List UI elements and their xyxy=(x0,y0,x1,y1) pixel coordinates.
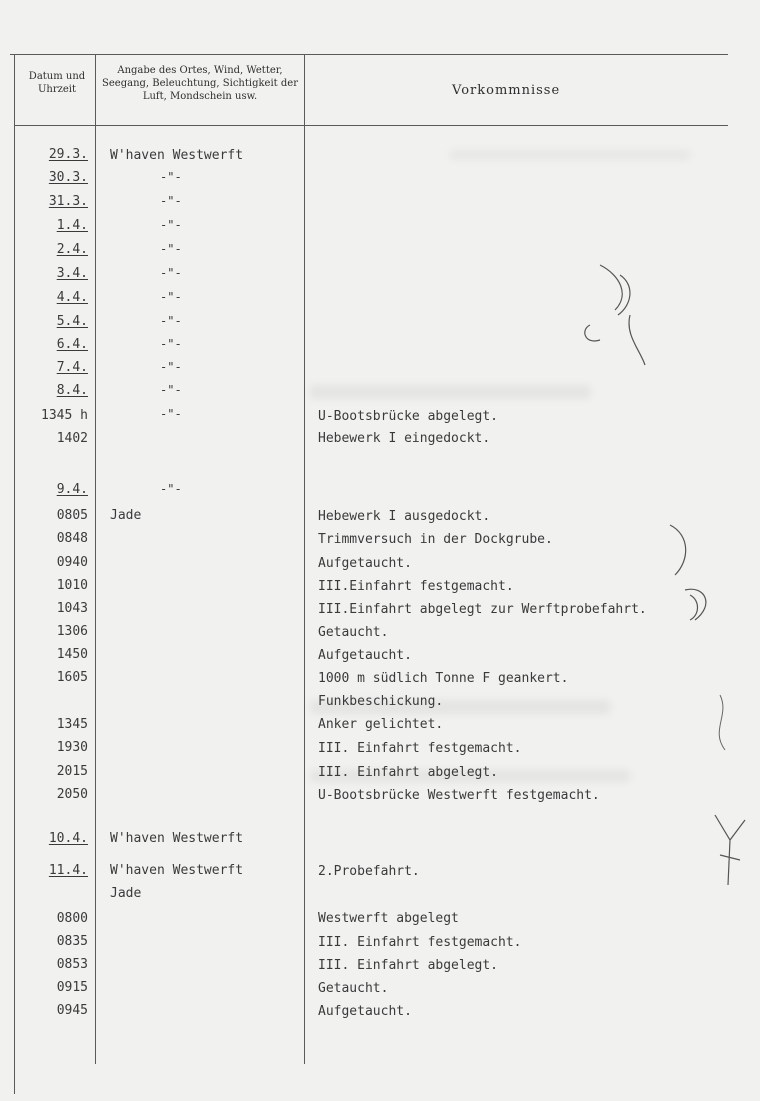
row-event: Aufgetaucht. xyxy=(318,1004,412,1019)
row-event: III. Einfahrt abgelegt. xyxy=(318,958,499,973)
scan-smudge xyxy=(310,385,590,399)
row-time: 1345 h xyxy=(41,408,88,423)
row-ditto: -"- xyxy=(160,383,182,397)
row-time: 2015 xyxy=(56,764,88,779)
row-event: Aufgetaucht. xyxy=(318,556,412,571)
row-event: Funkbeschickung. xyxy=(318,694,444,709)
row-ditto: -"- xyxy=(160,266,182,280)
row-event: Anker gelichtet. xyxy=(318,717,444,732)
row-event: Getaucht. xyxy=(318,981,389,996)
header-datum: Datum und Uhrzeit xyxy=(28,71,86,95)
header-top-rule xyxy=(10,54,728,55)
row-date: 29.3. xyxy=(48,147,88,162)
row-time: 0945 xyxy=(56,1003,88,1018)
row-ditto: -"- xyxy=(160,482,182,496)
row-time: 0835 xyxy=(56,934,88,949)
pencil-scribble xyxy=(700,690,750,760)
row-ditto: -"- xyxy=(160,314,182,328)
row-event: III. Einfahrt festgemacht. xyxy=(318,741,522,756)
row-time: 0800 xyxy=(56,911,88,926)
row-ditto: -"- xyxy=(160,242,182,256)
row-time: 0940 xyxy=(56,555,88,570)
row-place: Jade xyxy=(110,886,142,901)
row-event: III.Einfahrt abgelegt zur Werftprobefahrt. xyxy=(318,602,647,617)
row-time: 1306 xyxy=(56,624,88,639)
row-date: 31.3. xyxy=(48,194,88,209)
row-date: 10.4. xyxy=(48,831,88,846)
row-ditto: -"- xyxy=(160,290,182,304)
row-date: 5.4. xyxy=(56,314,88,329)
row-ditto: -"- xyxy=(160,218,182,232)
row-time: 1402 xyxy=(56,431,88,446)
row-ditto: -"- xyxy=(160,194,182,208)
scan-smudge xyxy=(450,150,690,160)
row-time: 1345 xyxy=(56,717,88,732)
row-event: Trimmversuch in der Dockgrube. xyxy=(318,532,553,547)
row-event: U-Bootsbrücke abgelegt. xyxy=(318,409,499,424)
row-place: W'haven Westwerft xyxy=(110,863,244,878)
row-event: Westwerft abgelegt xyxy=(318,911,459,926)
row-date: 4.4. xyxy=(56,290,88,305)
row-event: 2.Probefahrt. xyxy=(318,864,420,879)
row-date: 2.4. xyxy=(56,242,88,257)
row-time: 1930 xyxy=(56,740,88,755)
row-date: 7.4. xyxy=(56,360,88,375)
column-divider-2 xyxy=(304,54,305,1064)
pencil-scribble xyxy=(660,520,720,580)
row-date: 30.3. xyxy=(48,170,88,185)
row-place: W'haven Westwerft xyxy=(110,831,244,846)
header-vorkommnisse: Vorkommnisse xyxy=(452,83,561,98)
pencil-scribble xyxy=(700,800,760,900)
left-border xyxy=(14,54,15,1094)
pencil-scribble xyxy=(560,255,670,375)
row-date: 9.4. xyxy=(56,482,88,497)
row-ditto: -"- xyxy=(160,407,182,421)
row-event: Aufgetaucht. xyxy=(318,648,412,663)
row-date: 11.4. xyxy=(48,863,88,878)
row-event: III.Einfahrt festgemacht. xyxy=(318,579,514,594)
row-time: 1043 xyxy=(56,601,88,616)
row-time: 0853 xyxy=(56,957,88,972)
row-date: 8.4. xyxy=(56,383,88,398)
header-bottom-rule xyxy=(14,125,728,126)
row-event: III. Einfahrt festgemacht. xyxy=(318,935,522,950)
row-place: Jade xyxy=(110,508,142,523)
header-ort: Angabe des Ortes, Wind, Wetter, Seegang, Beleuchtung, Sichtigkeit der Luft, Mondschein usw. xyxy=(102,65,298,102)
row-time: 0805 xyxy=(56,508,88,523)
row-time: 0848 xyxy=(56,531,88,546)
pencil-scribble xyxy=(675,580,725,630)
row-event: Getaucht. xyxy=(318,625,389,640)
row-time: 2050 xyxy=(56,787,88,802)
row-event: 1000 m südlich Tonne F geankert. xyxy=(318,671,569,686)
column-divider-1 xyxy=(95,54,96,1064)
row-time: 1450 xyxy=(56,647,88,662)
row-time: 1605 xyxy=(56,670,88,685)
row-date: 6.4. xyxy=(56,337,88,352)
row-ditto: -"- xyxy=(160,360,182,374)
row-time: 1010 xyxy=(56,578,88,593)
row-event: Hebewerk I eingedockt. xyxy=(318,431,491,446)
row-event: III. Einfahrt abgelegt. xyxy=(318,765,499,780)
row-time: 0915 xyxy=(56,980,88,995)
row-event: U-Bootsbrücke Westwerft festgemacht. xyxy=(318,788,600,803)
row-event: Hebewerk I ausgedockt. xyxy=(318,509,491,524)
row-ditto: -"- xyxy=(160,337,182,351)
row-date: 3.4. xyxy=(56,266,88,281)
row-ditto: -"- xyxy=(160,170,182,184)
row-place: W'haven Westwerft xyxy=(110,148,244,163)
row-date: 1.4. xyxy=(56,218,88,233)
